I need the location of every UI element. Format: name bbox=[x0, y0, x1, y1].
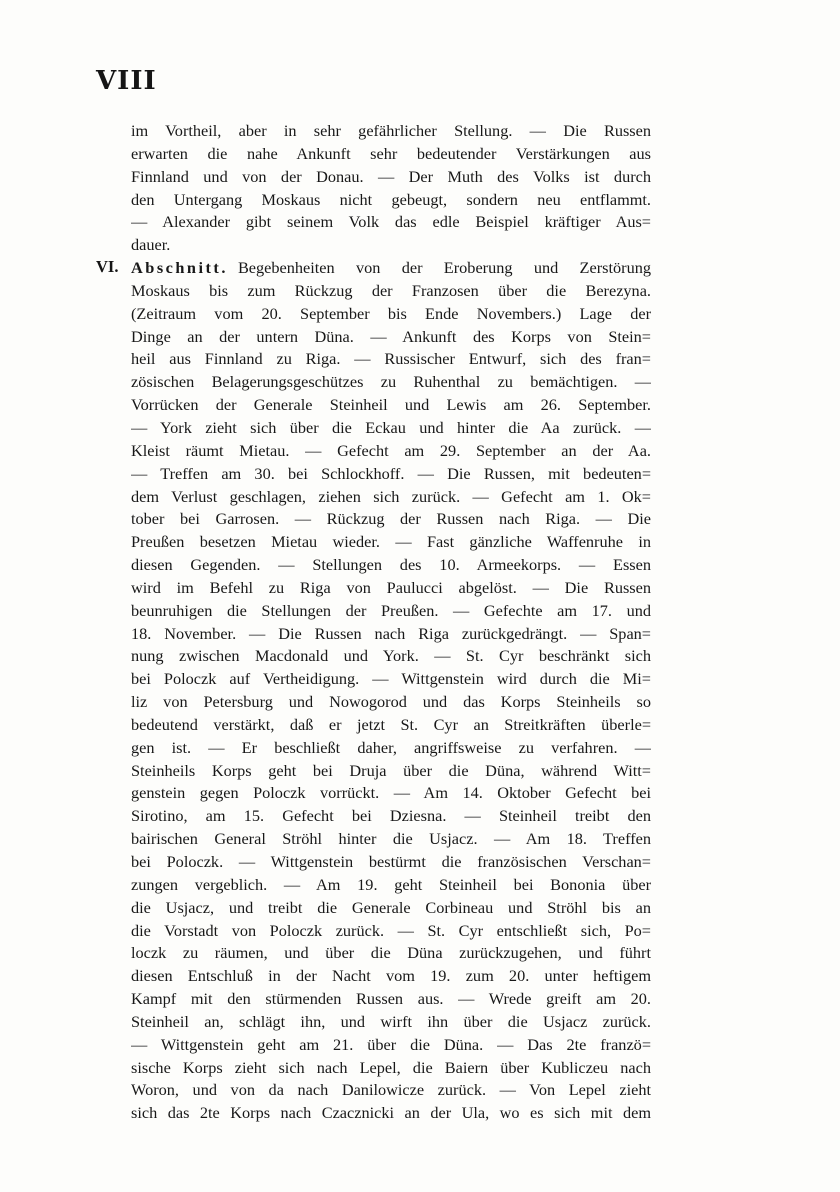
text-line: Steinheil an, schlägt ihn, und wirft ihn über die Usjacz zurück. bbox=[131, 1011, 651, 1031]
text-line: Kampf mit den stürmenden Russen aus. — Wrede greift am 20. bbox=[131, 989, 651, 1009]
text-line: Sirotino, am 15. Gefecht bei Dziesna. — Steinheil treibt den bbox=[131, 806, 651, 826]
text-line: beunruhigen die Stellungen der Preußen. — Gefechte am 17. und bbox=[131, 600, 651, 620]
text-line: erwarten die nahe Ankunft sehr bedeutender Verstärkungen aus bbox=[131, 143, 651, 163]
text-line: sische Korps zieht sich nach Lepel, die Baiern über Kubliczeu nach bbox=[131, 1057, 651, 1077]
text-line: zungen vergeblich. — Am 19. geht Steinheil bei Bononia über bbox=[131, 874, 651, 894]
text-line: genstein gegen Poloczk vorrückt. — Am 14. Oktober Gefecht bei bbox=[131, 783, 651, 803]
text-line: im Vortheil, aber in sehr gefährlicher Stellung. — Die Russen bbox=[131, 121, 651, 140]
section-first-line bbox=[131, 257, 651, 280]
text-line: — Alexander gibt seinem Volk das edle Beispiel kräftiger Aus= bbox=[131, 212, 651, 232]
text-line: — York zieht sich über die Eckau und hinter die Aa zurück. — bbox=[131, 417, 651, 437]
text-line: Moskaus bis zum Rückzug der Franzosen über die Berezyna. bbox=[131, 280, 651, 300]
text-line: gen ist. — Er beschließt daher, angriffsweise zu verfahren. — bbox=[131, 737, 651, 757]
text-line: Woron, und von da nach Danilowicze zurück. — Von Lepel zieht bbox=[131, 1080, 651, 1100]
text-line: Steinheils Korps geht bei Druja über die Düna, während Witt= bbox=[131, 760, 651, 780]
text-line: nung zwischen Macdonald und York. — St. Cyr beschränkt sich bbox=[131, 646, 651, 666]
text-line: Finnland und von der Donau. — Der Muth des Volks ist durch bbox=[131, 166, 651, 186]
text-line: die Usjacz, und treibt die Generale Corbineau und Ströhl bis an bbox=[131, 897, 651, 917]
text-line: — Treffen am 30. bei Schlockhoff. — Die Russen, mit bedeuten= bbox=[131, 463, 651, 483]
text-line: dem Verlust geschlagen, ziehen sich zurück. — Gefecht am 1. Ok= bbox=[131, 486, 651, 506]
text-line: liz von Petersburg und Nowogorod und das Korps Steinheils so bbox=[131, 692, 651, 712]
text-line: Kleist räumt Mietau. — Gefecht am 29. September an der Aa. bbox=[131, 440, 651, 460]
page-body-text bbox=[131, 120, 651, 1125]
text-line: — Wittgenstein geht am 21. über die Düna. — Das 2te franzö= bbox=[131, 1034, 651, 1054]
text-line: sich das 2te Korps nach Czacznicki an der Ula, wo es sich mit dem bbox=[131, 1103, 651, 1123]
text-line: bedeutend verstärkt, daß er jetzt St. Cyr an Streitkräften überle= bbox=[131, 714, 651, 734]
text-line: bei Poloczk. — Wittgenstein bestürmt die französischen Verschan= bbox=[131, 852, 651, 871]
text-line: Dinge an der untern Düna. — Ankunft des Korps von Stein= bbox=[131, 326, 651, 346]
text-line: diesen Gegenden. — Stellungen des 10. Armeekorps. — Essen bbox=[131, 555, 651, 575]
text-line: die Vorstadt von Poloczk zurück. — St. Cyr entschließt sich, Po= bbox=[131, 920, 651, 940]
text-line: loczk zu räumen, und über die Düna zurückzugehen, und führt bbox=[131, 943, 651, 963]
text-line: heil aus Finnland zu Riga. — Russischer Entwurf, sich des fran= bbox=[131, 349, 651, 369]
paragraph-continuation bbox=[131, 120, 651, 257]
page-number: VIII bbox=[96, 66, 157, 96]
section-number: VI. bbox=[96, 257, 119, 276]
text-line: (Zeitraum vom 20. September bis Ende Novembers.) Lage der bbox=[131, 303, 651, 323]
text-line: dauer. bbox=[131, 235, 171, 255]
text-line: 18. November. — Die Russen nach Riga zurückgedrängt. — Span= bbox=[131, 623, 651, 643]
text-line: zösischen Belagerungsgeschützes zu Ruhenthal zu bemächtigen. — bbox=[131, 372, 651, 392]
text-line: Preußen besetzen Mietau wieder. — Fast gänzliche Waffenruhe in bbox=[131, 532, 651, 552]
section-summary bbox=[131, 280, 651, 1125]
text-line: tober bei Garrosen. — Rückzug der Russen nach Riga. — Die bbox=[131, 509, 651, 529]
text-line: diesen Entschluß in der Nacht vom 19. zum 20. unter heftigem bbox=[131, 966, 651, 986]
text-line: Vorrücken der Generale Steinheil und Lewis am 26. September. bbox=[131, 395, 651, 415]
section-heading: Abschnitt. bbox=[131, 258, 228, 278]
text-line: bei Poloczk auf Vertheidigung. — Wittgenstein wird durch die Mi= bbox=[131, 669, 651, 689]
text-line: den Untergang Moskaus nicht gebeugt, sondern neu entflammt. bbox=[131, 189, 651, 209]
text-line: wird im Befehl zu Riga von Paulucci abgelöst. — Die Russen bbox=[131, 577, 651, 597]
section-first-line-text: Begebenheiten von der Eroberung und Zerstörung bbox=[237, 258, 651, 278]
text-line: bairischen General Ströhl hinter die Usjacz. — Am 18. Treffen bbox=[131, 829, 651, 849]
